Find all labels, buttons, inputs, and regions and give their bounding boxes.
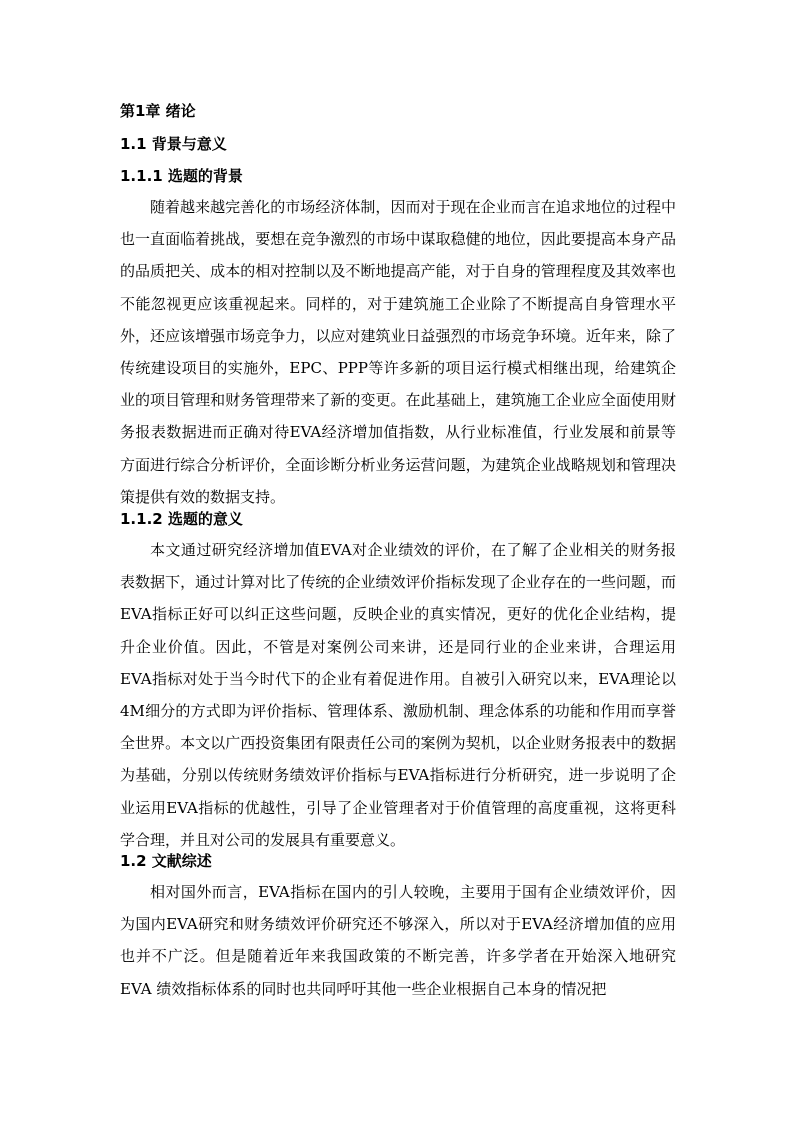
section-heading-1-1: 1.1 背景与意义 [120, 135, 227, 153]
section-heading-1-1-2: 1.1.2 选题的意义 [120, 510, 243, 528]
section-heading-1-1-1: 1.1.1 选题的背景 [120, 167, 243, 185]
section-heading-1-2: 1.2 文献综述 [120, 852, 212, 870]
paragraph-significance: 本文通过研究经济增加值EVA对企业绩效的评价，在了解了企业相关的财务报表数据下，通过计算对比了传统的企业绩效评价指标发现了企业存在的一些问题，而EVA指标正好可以纠正这些问题，反映企业的真实情况，更好的优化企业结构，提升企业价值。因此，不管是对案例公司来讲，还是同行业的企业来讲，合理运用EVA指标对处于当今时代下的企业有着促进作用。自被引入研究以来，EVA理论以4M细分的方式即为评价指标、管理体系、激励机制、理念体系的功能和作用而享誉全世界。本文以广西投资集团有限责任公司的案例为契机，以企业财务报表中的数据为基础，分别以传统财务绩效评价指标与EVA指标进行分析研究，进一步说明了企业运用EVA指标的优越性，引导了企业管理者对于价值管理的高度重视，这将更科学合理，并且对公司的发展具有重要意义。 [120, 541, 676, 849]
paragraph-background: 随着越来越完善化的市场经济体制，因而对于现在企业而言在追求地位的过程中也一直面临着挑战，要想在竞争激烈的市场中谋取稳健的地位，因此要提高本身产品的品质把关、成本的相对控制以及不断地提高产能，对于自身的管理程度及其效率也不能忽视更应该重视起来。同样的，对于建筑施工企业除了不断提高自身管理水平外，还应该增强市场竞争力，以应对建筑业日益强烈的市场竞争环境。近年来，除了传统建设项目的实施外，EPC、PPP等许多新的项目运行模式相继出现，给建筑企业的项目管理和财务管理带来了新的变更。在此基础上，建筑施工企业应全面使用财务报表数据进而正确对待EVA经济增加值指数，从行业标准值，行业发展和前景等方面进行综合分析评价，全面诊断分析业务运营问题，为建筑企业战略规划和管理决策提供有效的数据支持。 [120, 198, 676, 506]
chapter-title: 第1章 绪论 [120, 102, 196, 120]
paragraph-literature-review: 相对国外而言，EVA指标在国内的引人较晚，主要用于国有企业绩效评价，因为国内EVA研究和财务绩效评价研究还不够深入，所以对于EVA经济增加值的应用也并不广泛。但是随着近年来我国政策的不断完善，许多学者在开始深入地研究 EVA 绩效指标体系的同时也共同呼吁其他一些企业根据自己本身的情况把 [120, 883, 676, 998]
